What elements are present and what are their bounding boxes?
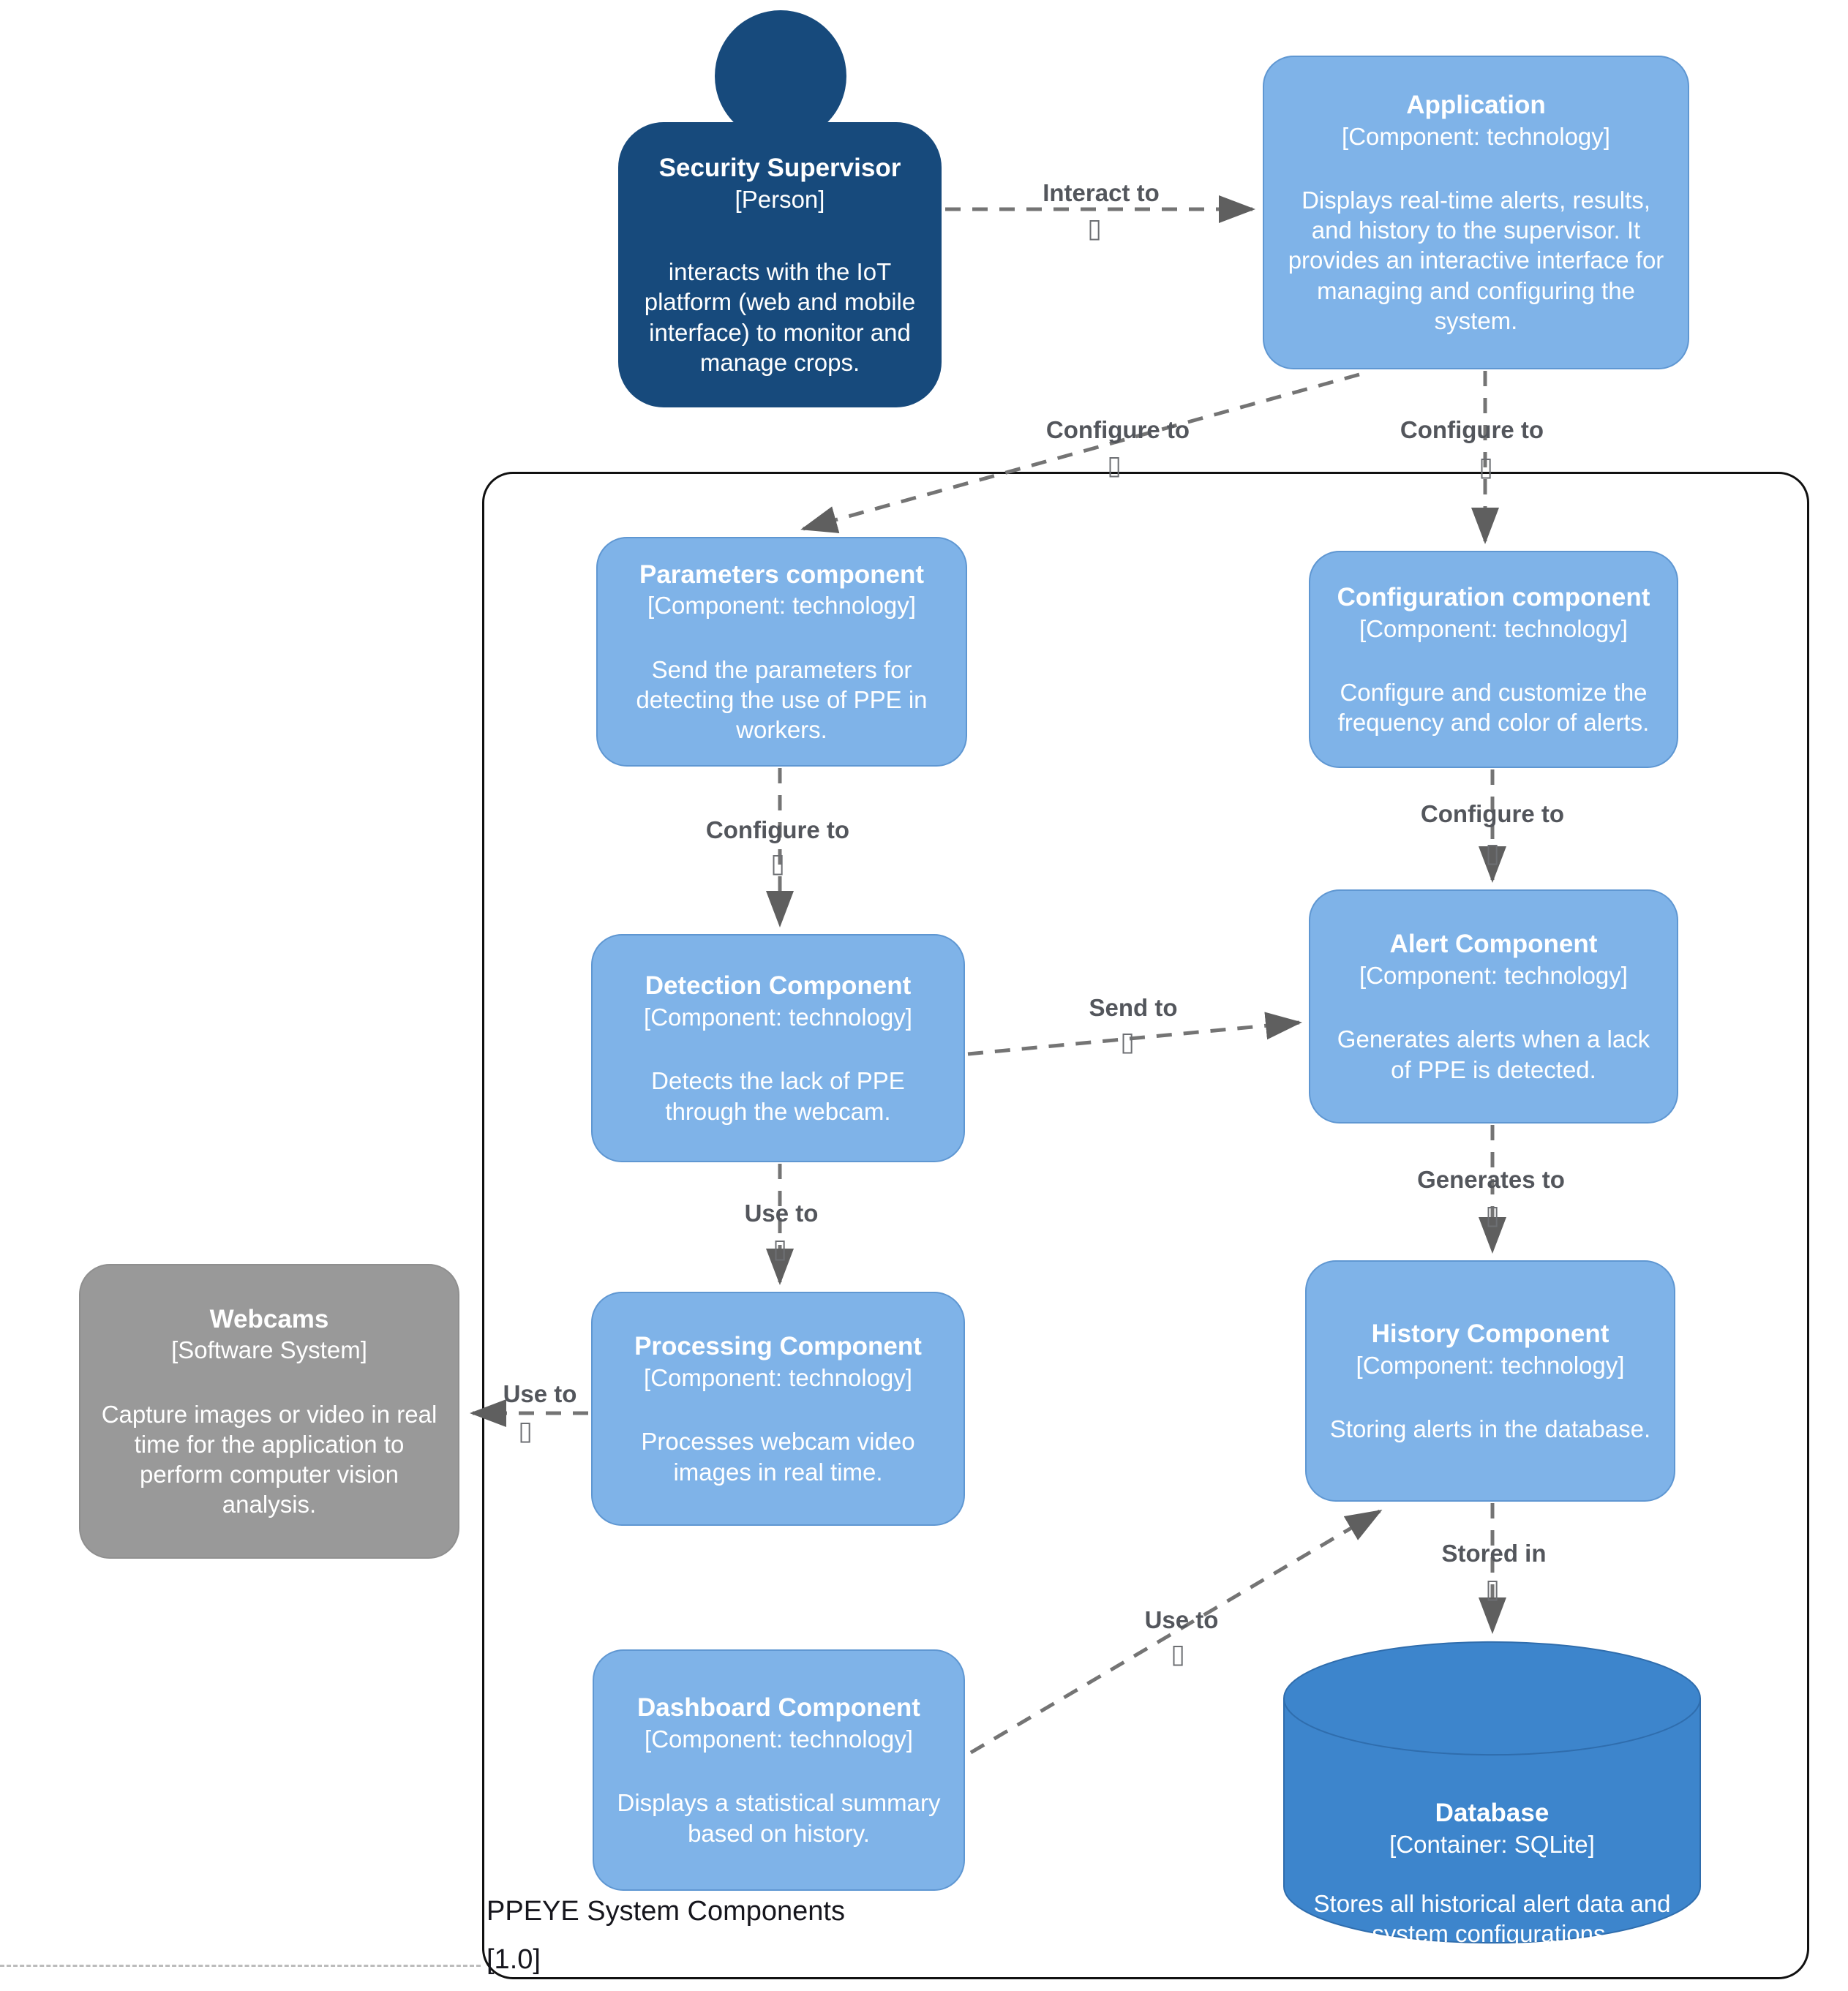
- node-meta: [Software System]: [171, 1336, 367, 1364]
- node-title: Dashboard Component: [637, 1693, 920, 1723]
- node-alert-component: [1309, 889, 1678, 1124]
- node-desc: Displays real-time alerts, results, and history to the supervisor. It provides an interactive interface for managing and configuring the system.: [1288, 186, 1664, 334]
- node-desc: Configure and customize the frequency and color of alerts.: [1337, 678, 1650, 736]
- edge-label-detection-to-processing: Use to: [744, 1200, 819, 1227]
- boundary-caption: PPEYE System Components: [487, 1896, 845, 1927]
- node-desc: Detects the lack of PPE through the webcam.: [651, 1067, 905, 1125]
- node-desc: Capture images or video in real time for the application to perform computer vision analysis.: [101, 1400, 437, 1518]
- edge-tech-configuration-to-alert: ▯: [1485, 838, 1500, 867]
- edge-tech-app-to-configuration: ▯: [1479, 451, 1493, 481]
- node-title: Detection Component: [645, 971, 912, 1001]
- edge-tech-parameters-to-detection: ▯: [770, 848, 785, 878]
- edge-label-app-to-configuration: Configure to: [1400, 416, 1544, 443]
- node-meta: [Component: technology]: [1359, 962, 1628, 989]
- node-detection-component: [591, 934, 965, 1162]
- node-desc: Displays a statistical summary based on history.: [617, 1789, 941, 1847]
- node-desc: Stores all historical alert data and system configurations.: [1313, 1890, 1671, 1948]
- node-title: Webcams: [209, 1304, 329, 1333]
- node-title: Parameters component: [639, 560, 925, 589]
- node-processing-component: [591, 1292, 965, 1526]
- node-desc: Storing alerts in the database.: [1329, 1415, 1651, 1442]
- node-application: [1263, 56, 1689, 369]
- node-desc: Processes webcam video images in real time.: [641, 1428, 915, 1486]
- node-desc: interacts with the IoT platform (web and mobile interface) to monitor and manage crops.: [644, 258, 916, 376]
- node-meta: [Component: technology]: [1342, 122, 1610, 150]
- node-dashboard-component: [593, 1649, 965, 1891]
- boundary-version: [1.0]: [487, 1944, 541, 1975]
- node-meta: [Component: technology]: [1359, 614, 1628, 642]
- node-database: [1282, 1640, 1702, 1948]
- node-security-supervisor: [618, 122, 942, 407]
- edge-label-parameters-to-detection: Configure to: [705, 816, 850, 843]
- edge-label-alert-to-history: Generates to: [1417, 1166, 1565, 1193]
- edge-tech-detection-to-processing: ▯: [773, 1233, 787, 1263]
- edge-tech-detection-to-alert: ▯: [1120, 1026, 1135, 1056]
- node-meta: [Component: technology]: [647, 592, 916, 620]
- node-parameters-component: [596, 537, 967, 767]
- edge-tech-interact: ▯: [1087, 213, 1102, 243]
- edge-tech-alert-to-history: ▯: [1485, 1200, 1500, 1230]
- edge-tech-app-to-parameters: ▯: [1107, 450, 1122, 480]
- edge-label-interact: Interact to: [1043, 179, 1160, 206]
- node-meta: [Container: SQLite]: [1389, 1830, 1595, 1858]
- edge-label-detection-to-alert: Send to: [1089, 994, 1178, 1021]
- node-title: Security Supervisor: [658, 154, 901, 182]
- node-title: History Component: [1371, 1319, 1610, 1348]
- node-meta: [Component: technology]: [644, 1364, 912, 1391]
- node-title: Application: [1406, 90, 1546, 119]
- node-configuration-component: [1309, 551, 1678, 768]
- node-title: Database: [1435, 1799, 1550, 1827]
- edge-label-history-to-database: Stored in: [1441, 1540, 1547, 1567]
- node-desc: Send the parameters for detecting the use of PPE in workers.: [636, 655, 928, 744]
- edge-tech-dashboard-to-history: ▯: [1171, 1638, 1185, 1668]
- node-webcams: [79, 1264, 459, 1559]
- node-meta: [Component: technology]: [644, 1004, 912, 1031]
- edge-label-dashboard-to-history: Use to: [1144, 1606, 1219, 1633]
- node-desc: Generates alerts when a lack of PPE is detected.: [1337, 1025, 1650, 1083]
- node-meta: [Component: technology]: [645, 1725, 913, 1753]
- edge-label-processing-to-webcams: Use to: [503, 1380, 577, 1407]
- node-meta: [Person]: [735, 185, 825, 213]
- edge-label-configuration-to-alert: Configure to: [1420, 800, 1565, 827]
- edge-label-app-to-parameters: Configure to: [1045, 416, 1190, 443]
- edge-tech-history-to-database: ▯: [1485, 1573, 1500, 1603]
- edge-tech-processing-to-webcams: ▯: [518, 1415, 533, 1445]
- node-title: Alert Component: [1389, 930, 1598, 959]
- node-title: Processing Component: [634, 1332, 922, 1361]
- node-title: Configuration component: [1337, 582, 1650, 611]
- node-meta: [Component: technology]: [1356, 1351, 1625, 1379]
- node-history-component: [1305, 1260, 1675, 1502]
